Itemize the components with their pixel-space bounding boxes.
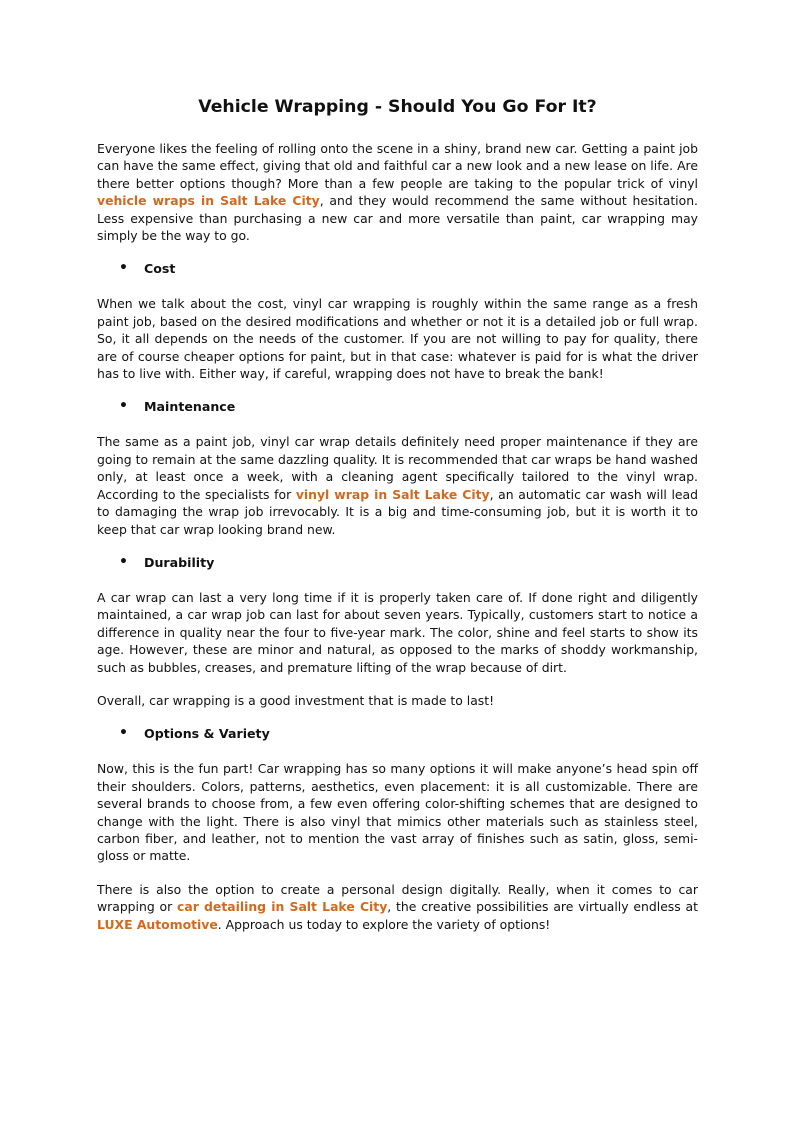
- intro-text-after: , and they would recommend the same without hesitation. Less expensive than purchasing a new car and more versatile than paint, car wrapping may simply be the way to go.: [97, 193, 698, 244]
- bullet-icon: •: [119, 398, 128, 415]
- page-title: Vehicle Wrapping - Should You Go For It?: [198, 97, 597, 117]
- maintenance-heading: [97, 398, 698, 415]
- options-paragraph: Now, this is the fun part! Car wrapping has so many options it will make anyone’s head spin off their shoulders. Colors, patterns, aesthetics, even placement: it is all customizable. There are several brands to choose from, a few even offering color-shifting schemes that are designed to change with the light. There is also vinyl that mimics other materials such as stainless steel, carbon fiber, and leather, not to mention the vast array of finishes such as satin, gloss, semi-gloss or matte.: [97, 761, 698, 864]
- vehicle-wraps-link[interactable]: vehicle wraps in Salt Lake City: [97, 193, 320, 209]
- options-heading-label: Options & Variety: [144, 726, 270, 742]
- intro-paragraph: [97, 140, 698, 244]
- overall-paragraph: Overall, car wrapping is a good investment that is made to last!: [97, 692, 495, 708]
- closing-text-before: There is also the option to create a personal design digitally. Really, when it comes to car wrapping or: [97, 881, 698, 915]
- vinyl-wrap-link[interactable]: vinyl wrap in Salt Lake City: [295, 486, 490, 502]
- car-detailing-link[interactable]: car detailing in Salt Lake City: [177, 899, 388, 915]
- closing-text-middle: , the creative possibilities are virtually endless at: [387, 899, 698, 915]
- options-heading: [97, 725, 698, 742]
- bullet-icon: •: [119, 553, 128, 570]
- bullet-icon: •: [119, 725, 128, 742]
- closing-paragraph: [97, 881, 698, 933]
- maintenance-heading-label: Maintenance: [144, 399, 236, 415]
- cost-heading: [97, 260, 698, 277]
- intro-text-before: Everyone likes the feeling of rolling onto the scene in a shiny, brand new car. Getting a paint job can have the same effect, giving that old and faithful car a new look and a new lease on life. Are there better options though? More than a few people are taking to the popular trick of vinyl: [97, 141, 698, 191]
- maintenance-text-before: The same as a paint job, vinyl car wrap details definitely need proper maintenance if they are going to remain at the same dazzling quality. It is recommended that car wraps be hand washed only, at least once a week, with a cleaning agent specifically tailored to the vinyl wrap. According to the specialists for: [97, 434, 698, 502]
- durability-paragraph: A car wrap can last a very long time if it is properly taken care of. If done right and diligently maintained, a car wrap job can last for about seven years. Typically, customers start to notice a difference in quality near the four to five-year mark. The color, shine and feel starts to show its age. However, these are minor and natural, as opposed to the marks of shoddy workmanship, such as bubbles, creases, and premature lifting of the wrap because of dirt.: [97, 589, 698, 675]
- cost-heading-label: Cost: [144, 261, 176, 277]
- maintenance-text-after: , an automatic car wash will lead to damaging the wrap job irrevocably. It is a big and time-consuming job, but it is worth it to keep that car wrap looking brand new.: [97, 486, 698, 537]
- durability-heading-label: Durability: [144, 554, 215, 570]
- maintenance-paragraph: [97, 433, 698, 537]
- cost-paragraph: When we talk about the cost, vinyl car wrapping is roughly within the same range as a fresh paint job, based on the desired modifications and whether or not it is a detailed job or full wrap. So, it all depends on the needs of the customer. If you are not willing to pay for quality, there are of course cheaper options for paint, but in that case: whatever is paid for is what the driver has to live with. Either way, if careful, wrapping does not have to break the bank!: [97, 296, 698, 382]
- document-page: [97, 96, 698, 949]
- durability-heading: [97, 554, 698, 571]
- luxe-automotive-link[interactable]: LUXE Automotive: [97, 916, 218, 932]
- bullet-icon: •: [119, 260, 128, 277]
- closing-text-after: . Approach us today to explore the variety of options!: [217, 916, 551, 932]
